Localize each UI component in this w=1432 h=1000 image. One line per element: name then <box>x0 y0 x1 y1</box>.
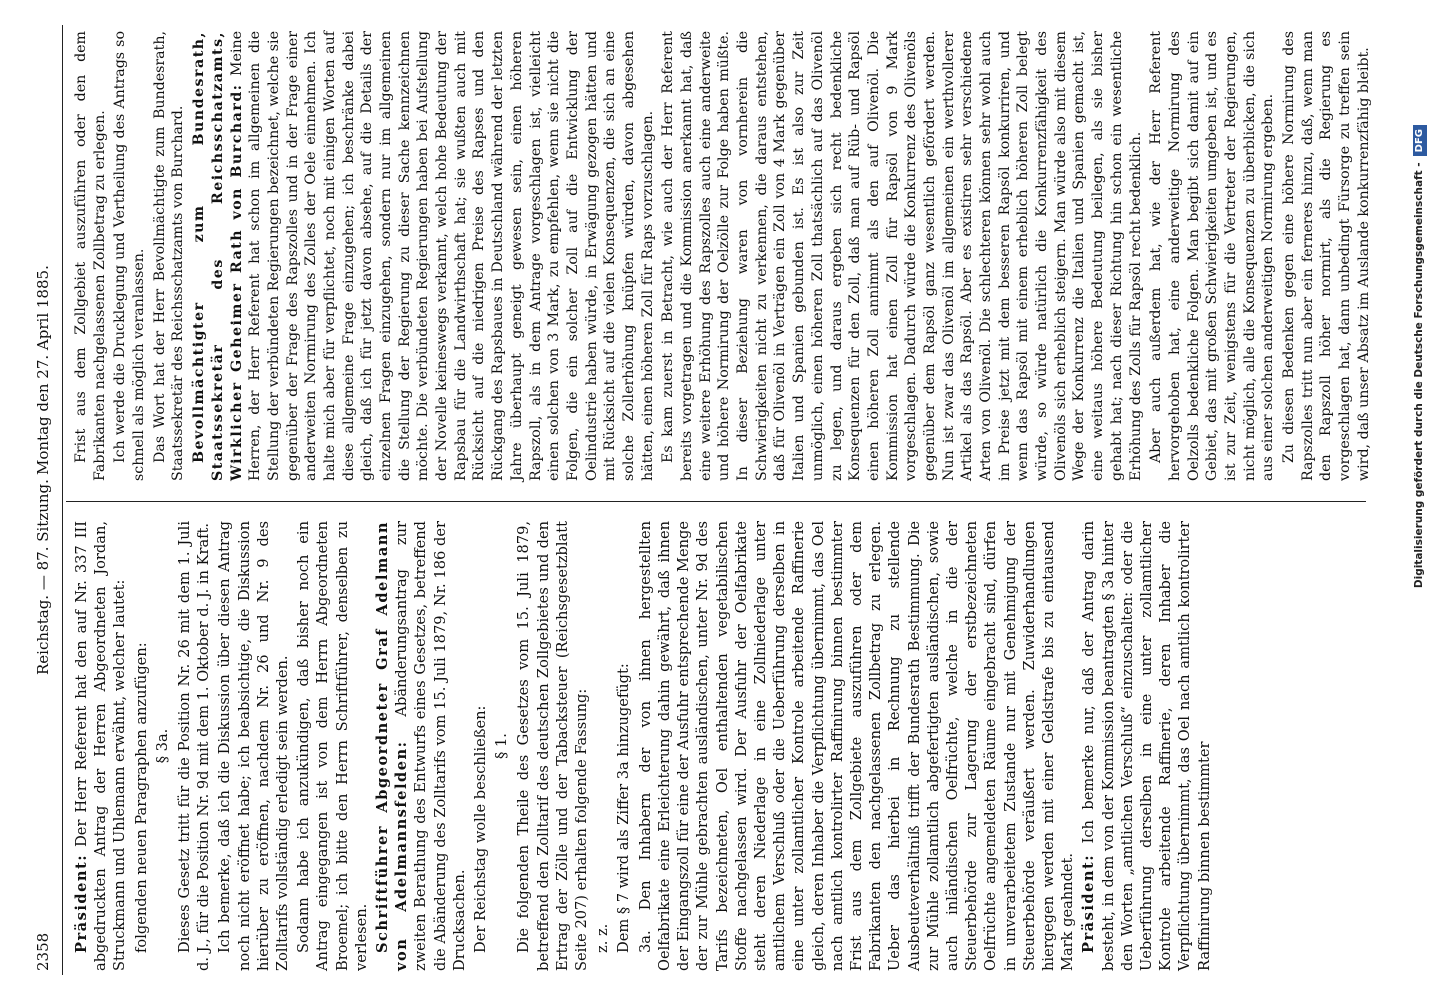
page-header <box>30 25 58 975</box>
paragraph <box>111 31 148 481</box>
paragraph <box>1079 521 1213 971</box>
rotated-page <box>30 25 1400 975</box>
paragraph <box>132 521 151 971</box>
paragraph-text: Frist aus dem Zollgebiet auszuführen oder den dem Fabrikanten nachgelassenen Zollbetrag zu erlegen. <box>73 31 108 481</box>
paragraph-text: Das Wort hat der Herr Bevollmächtigte zum Bundesrath, Staatssekretär des Reichsschatzamts von Burchard. <box>151 31 187 481</box>
paragraph-text: z. z. <box>594 923 612 953</box>
paragraph <box>1147 31 1278 481</box>
right-column <box>72 31 1375 481</box>
paragraph-text: Dem § 7 wird als Ziffer 3a hinzugefügt: <box>615 663 633 953</box>
paragraph-text: Zu diesen Bedenken gegen eine höhere Normirung des Rapszolles tritt nun aber ein ferneres hinzu, daß, wenn man den Rapszoll höher normirt, als die Regierung es vorgeschlagen hat, dann unbedingt Fürsorge zu treffen sein wird, daß unser Absatz im Auslande konkurrenzfähig bleibt. <box>1281 31 1372 481</box>
section-heading: § 3a. <box>153 728 171 764</box>
paragraph-text: Die folgenden Theile des Gesetzes vom 15. Juli 1879, betreffend den Zolltarif des deutschen Zollgebietes und den Ertrag der Zölle und der Tabacksteuer (Reichsgesetzblatt Seite 207) erhalten folgende Fassung: <box>515 521 591 971</box>
paragraph <box>1280 31 1373 481</box>
paragraph-text: Der Reichstag wolle beschließen: <box>472 705 490 953</box>
section-heading: § 1. <box>493 733 511 759</box>
paragraph-text: Dieses Gesetz tritt für die Position Nr. 26 mit dem 1. Juli d. J., für die Position Nr. 9d mit dem 1. Oktober d. J. in Kraft. <box>176 521 213 971</box>
paragraph <box>175 521 213 971</box>
paragraph <box>190 31 657 481</box>
left-column <box>72 521 1216 971</box>
paragraph-text: folgenden neuen Paragraphen anzufügen: <box>132 642 150 953</box>
paragraph <box>373 521 469 971</box>
speaker-name: Präsident: <box>73 853 90 953</box>
paragraph-text: Aber auch außerdem hat, wie der Herr Referent hervorgehoben hat, eine anderweitige Normirung des Oelzolls bedenkliche Folgen. Man begibt sich damit auf ein Gebiet, das mit großen Schwierigkeiten umgeben ist, und es ist zur Zeit, wenigstens für die Vertreter der Regierungen, nicht möglich, alle die Konsequenzen zu überblicken, die sich aus einer solchen anderweitigen Normirung ergeben. <box>1148 31 1277 481</box>
paragraph <box>215 521 292 971</box>
page-number: 2358 <box>34 932 52 971</box>
paragraph <box>72 31 109 481</box>
paragraph <box>294 521 371 971</box>
paragraph-text: Es kam zuerst in Betracht, wie auch der Herr Referent bereits vorgetragen und die Kommission anerkannt hat, daß eine weitere Erhöhung des Rapszolles auch eine anderweite und höhere Normirung der Oelzölle zur Folge haben müßte. In dieser Beziehung waren von vornherein die Schwierigkeiten nicht zu verkennen, die daraus entstehen, daß für Olivenöl in Verträgen ein Zoll von 4 Mark gegenüber Italien und Spanien gebunden ist. Es ist also zur Zeit unmöglich, einen höheren Zoll thatsächlich auf das Olivenöl zu legen, und daraus ergeben sich recht bedenkliche Konsequenzen für den Zoll, daß man auf Rüb- und Rapsöl einen höheren Zoll annimmt als den auf Olivenöl. Die Kommission hat einen Zoll für Rapsöl von 9 Mark vorgeschlagen. Dadurch würde die Konkurrenz des Olivenöls gegenüber dem Rapsöl ganz wesentlich gefördert werden. Nun ist zwar das Olivenöl im allgemeinen ein werthvollerer Artikel als das Rapsöl. Aber es existiren sehr verschiedene Arten von Olivenöl. Die schlechteren können sehr wohl auch im Preise jetzt mit dem besseren Rapsöl konkurriren, und wenn das Rapsöl mit einem erheblich höheren Zoll belegt würde, so würde natürlich die Konkurrenzfähigkeit des Olivenöls sich erheblich steigern. Man würde also mit diesem Wege der Konkurrenz die Italien und Spanien gemacht ist, eine weitaus höhere Bedeutung beilegen, als sie bisher gehabt hat; nach dieser Richtung hin schon ein wesentliche Erhöhung des Zolls für Rapsöl recht bedenklich. <box>660 31 1144 481</box>
column-divider <box>66 501 1366 502</box>
paragraph <box>514 521 591 971</box>
digitization-footer <box>1410 125 1428 885</box>
header-rule <box>62 25 63 975</box>
speaker-name: Präsident: <box>1080 853 1098 953</box>
session-title: Reichstag. — 87. Sitzung. <box>34 479 52 675</box>
paragraph <box>151 31 188 481</box>
speaker-name: Bevollmächtigter zum Bundesrath, Staatssekretär des Reichsschatzamts, Wirklicher Geheimer Rath von Burchard: <box>191 31 245 481</box>
paragraph <box>659 31 1145 481</box>
paragraph-text: Ich bemerke, daß ich die Diskussion über diesen Antrag noch nicht eröffnet habe; ich beabsichtige, die Diskussion hierüber zu eröffnen, nachdem Nr. 26 und Nr. 9 des Zolltarifs vollständig erledigt sein werden. <box>216 521 292 971</box>
paragraph-text: Der Herr Referent hat den auf Nr. 337 III abgedruckten Antrag der Herren Abgeordneten Jordan, Struckmann und Uhlemann erwähnt, welcher lautet: <box>73 521 129 971</box>
dfg-logo: DFG <box>1413 125 1427 156</box>
speaker-name: Schriftführer Abgeordneter Graf Adelmann von Adelmannsfelden: <box>374 521 411 971</box>
paragraph-text: Sodann habe ich anzukündigen, daß bisher noch ein Antrag eingegangen ist von dem Herrn Abgeordneten Broemel; ich bitte den Herrn Schriftführer, denselben zu verlesen. <box>295 521 370 971</box>
footer-text: Digitalisierung gefördert durch die Deutsche Forschungsgemeinschaft - <box>1413 162 1425 589</box>
paragraph <box>593 521 612 971</box>
paragraph <box>471 521 490 971</box>
paragraph-text: Ich bemerke nur, daß der Antrag darin besteht, in dem von der Kommission beantragten § 3a hinter den Worten „amtlichen Verschluß“ einzuschalten: oder die Ueberführung derselben in eine unter zollamtlicher Kontrole arbeitende Raffinerie, deren Inhaber die Verpflichtung übernimmt, das Oel nach amtlich kontrolirter Raffinirung binnen bestimmter <box>1080 520 1213 971</box>
paragraph <box>72 521 130 971</box>
paragraph-text: Meine Herren, der Herr Referent hat schon im allgemeinen die Stellung der verbündeten Regierungen bezeichnet, welche sie gegenüber der Frage des Rapszolles und in der Frage einer anderweiten Normirung des Zolles der Oele einnehmen. Ich halte mich aber für verpflichtet, noch mit einigen Worten auf diese allgemeine Frage einzugehen; ich beschränke dabei gleich, daß ich für jetzt davon absehe, auf die Details der einzelnen Fragen einzugehen, sondern nur im allgemeinen die Stellung der Regierung zu dieser Sache kennzeichnen möchte. Die verbündeten Regierungen haben bei Aufstellung der Novelle keineswegs verkannt, welch hohe Bedeutung der Rapsbau für die Landwirthschaft hat; sie wußten auch mit Rücksicht auf die niedrigen Preise des Rapses und den Rückgang des Rapsbaues in Deutschland während der letzten Jahre überhaupt geneigt gewesen sein, einen höheren Rapszoll, als in dem Antrage vorgeschlagen ist, vielleicht einen solchen von 3 Mark, zu empfehlen, wenn sie nicht die Folgen, die ein solcher Zoll auf die Entwicklung der Oelindustrie haben würde, in Erwägung gezogen hätten und mit Rücksicht auf die vielen Konsequenzen, die sich an eine solche Zollerhöhung knüpfen würden, davon abgesehen hätten, einen höheren Zoll für Raps vorzuschlagen. <box>228 30 656 481</box>
paragraph-text: 3a. Den Inhabern der von ihnen hergestellten Oelfabrikate eine Erleichterung dahin gewährt, daß ihnen der Eingangszoll für eine der Ausfuhr entsprechende Menge der zur Mühle gebrachten ausländischen, unter Nr. 9d des Tarifs bezeichneten, Oel enthaltenden vegetabilischen Stoffe nachgelassen wird. Der Ausfuhr der Oelfabrikate steht deren Niederlage in eine Zollniederlage unter amtlichem Verschluß oder die Ueberführung derselben in eine unter zollamtlicher Kontrole arbeitende Raffinerie gleich, deren Inhaber die Verpflichtung übernimmt, das Oel nach amtlich kontrolirter Raffinirung binnen bestimmter Frist aus dem Zollgebiete auszuführen oder dem Fabrikanten den nachgelassenen Zollbetrag zu erlegen. Ueber das hierbei in Rechnung zu stellende Ausbeuteverhältniß trifft der Bundesrath Bestimmung. Die zur Mühle zollamtlich abgefertigten ausländischen, sowie auch inländischen Oelfrüchte, welche in die der Steuerbehörde zur Lagerung der erstbezeichneten Oelfrüchte angemeldeten Räume eingebracht sind, dürfen in unverarbeitetem Zustande nur mit Genehmigung der Steuerbehörde veräußert werden. Zuwiderhandlungen hiergegen werden mit einer Geldstrafe bis zu eintausend Mark geahndet. <box>636 521 1077 971</box>
paragraph <box>614 521 633 971</box>
paragraph-text: Ich werde die Drucklegung und Vertheilung des Antrags so schnell als möglich veranlassen. <box>112 31 148 481</box>
paragraph <box>636 521 1078 971</box>
paragraph-text: Abänderungsantrag zur zweiten Berathung des Entwurfs eines Gesetzes, betreffend die Abänderung des Zolltarifs vom 15. Juli 1879, Nr. 186 der Drucksachen. <box>393 521 468 971</box>
session-date: Montag den 27. April 1885. <box>34 265 52 475</box>
